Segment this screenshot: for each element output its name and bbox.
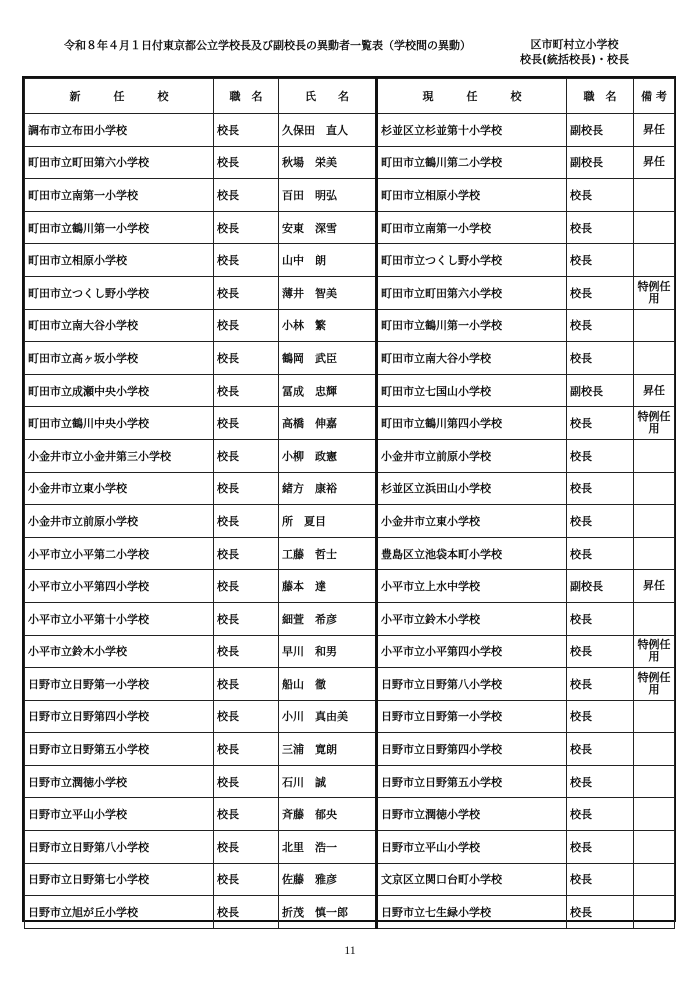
table-body bbox=[25, 114, 675, 929]
cell-remarks: 特例任用 bbox=[634, 668, 675, 701]
cell-name: 百田 明弘 bbox=[279, 179, 377, 212]
table-row bbox=[25, 309, 675, 342]
cell-position: 校長 bbox=[214, 505, 279, 538]
cell-position: 校長 bbox=[214, 244, 279, 277]
cell-current-school: 日野市立日野第四小学校 bbox=[377, 733, 567, 766]
table-header-row bbox=[25, 79, 675, 114]
cell-remarks bbox=[634, 537, 675, 570]
cell-current-school: 日野市立七生緑小学校 bbox=[377, 896, 567, 929]
cell-new-school: 小平市立小平第十小学校 bbox=[25, 602, 214, 635]
cell-current-position: 校長 bbox=[567, 342, 634, 375]
cell-position: 校長 bbox=[214, 472, 279, 505]
category-line-1: 区市町村立小学校 bbox=[530, 38, 619, 51]
cell-new-school: 日野市立日野第七小学校 bbox=[25, 863, 214, 896]
cell-current-position: 校長 bbox=[567, 798, 634, 831]
cell-current-position: 校長 bbox=[567, 602, 634, 635]
cell-current-position: 副校長 bbox=[567, 570, 634, 603]
table-row bbox=[25, 831, 675, 864]
cell-name: 小柳 政憲 bbox=[279, 439, 377, 472]
category-label bbox=[520, 37, 629, 67]
table-row bbox=[25, 570, 675, 603]
table-row bbox=[25, 863, 675, 896]
cell-name: 細萱 希彦 bbox=[279, 602, 377, 635]
table-row bbox=[25, 211, 675, 244]
cell-new-school: 町田市立町田第六小学校 bbox=[25, 146, 214, 179]
cell-current-school: 日野市立平山小学校 bbox=[377, 831, 567, 864]
cell-remarks bbox=[634, 798, 675, 831]
cell-name: 小林 繁 bbox=[279, 309, 377, 342]
cell-position: 校長 bbox=[214, 439, 279, 472]
table-row bbox=[25, 146, 675, 179]
cell-current-position: 校長 bbox=[567, 700, 634, 733]
table-row bbox=[25, 407, 675, 440]
table-row bbox=[25, 765, 675, 798]
cell-remarks bbox=[634, 765, 675, 798]
cell-position: 校長 bbox=[214, 896, 279, 929]
cell-current-school: 町田市立つくし野小学校 bbox=[377, 244, 567, 277]
cell-name: 佐藤 雅彦 bbox=[279, 863, 377, 896]
cell-new-school: 小平市立鈴木小学校 bbox=[25, 635, 214, 668]
cell-name: 小川 真由美 bbox=[279, 700, 377, 733]
cell-current-school: 小平市立上水中学校 bbox=[377, 570, 567, 603]
cell-name: 斉藤 郁央 bbox=[279, 798, 377, 831]
table-row bbox=[25, 244, 675, 277]
cell-position: 校長 bbox=[214, 798, 279, 831]
page-number: 11 bbox=[344, 943, 356, 957]
table-row bbox=[25, 342, 675, 375]
cell-new-school: 町田市立鶴川中央小学校 bbox=[25, 407, 214, 440]
cell-remarks bbox=[634, 831, 675, 864]
cell-current-school: 日野市立日野第五小学校 bbox=[377, 765, 567, 798]
cell-current-position: 副校長 bbox=[567, 146, 634, 179]
cell-remarks bbox=[634, 179, 675, 212]
cell-new-school: 小金井市立小金井第三小学校 bbox=[25, 439, 214, 472]
cell-remarks bbox=[634, 244, 675, 277]
table-row bbox=[25, 635, 675, 668]
cell-new-school: 小金井市立前原小学校 bbox=[25, 505, 214, 538]
cell-position: 校長 bbox=[214, 765, 279, 798]
cell-current-position: 校長 bbox=[567, 407, 634, 440]
document-title: 令和８年４月１日付東京都公立学校長及び副校長の異動者一覧表（学校間の異動） bbox=[64, 39, 471, 52]
cell-remarks bbox=[634, 342, 675, 375]
cell-position: 校長 bbox=[214, 211, 279, 244]
cell-current-school: 豊島区立池袋本町小学校 bbox=[377, 537, 567, 570]
cell-new-school: 町田市立南大谷小学校 bbox=[25, 309, 214, 342]
cell-current-school: 杉並区立杉並第十小学校 bbox=[377, 114, 567, 147]
cell-new-school: 日野市立日野第四小学校 bbox=[25, 700, 214, 733]
cell-new-school: 町田市立相原小学校 bbox=[25, 244, 214, 277]
cell-remarks bbox=[634, 211, 675, 244]
cell-new-school: 日野市立潤徳小学校 bbox=[25, 765, 214, 798]
cell-position: 校長 bbox=[214, 179, 279, 212]
cell-name: 鶴岡 武臣 bbox=[279, 342, 377, 375]
cell-new-school: 町田市立つくし野小学校 bbox=[25, 276, 214, 309]
cell-current-position: 校長 bbox=[567, 733, 634, 766]
cell-position: 校長 bbox=[214, 668, 279, 701]
cell-current-school: 文京区立関口台町小学校 bbox=[377, 863, 567, 896]
cell-current-school: 町田市立七国山小学校 bbox=[377, 374, 567, 407]
cell-current-position: 校長 bbox=[567, 831, 634, 864]
cell-name: 冨成 忠輝 bbox=[279, 374, 377, 407]
cell-current-position: 校長 bbox=[567, 863, 634, 896]
cell-current-position: 校長 bbox=[567, 179, 634, 212]
cell-name: 藤本 達 bbox=[279, 570, 377, 603]
cell-remarks: 昇任 bbox=[634, 570, 675, 603]
cell-name: 安東 深雪 bbox=[279, 211, 377, 244]
cell-current-position: 校長 bbox=[567, 439, 634, 472]
transfer-table-grid bbox=[24, 78, 675, 929]
cell-remarks bbox=[634, 733, 675, 766]
table-row bbox=[25, 276, 675, 309]
cell-name: 船山 徹 bbox=[279, 668, 377, 701]
cell-new-school: 小平市立小平第四小学校 bbox=[25, 570, 214, 603]
col-header-remarks: 備 考 bbox=[634, 79, 675, 114]
cell-current-school: 小金井市立前原小学校 bbox=[377, 439, 567, 472]
cell-new-school: 町田市立鶴川第一小学校 bbox=[25, 211, 214, 244]
cell-position: 校長 bbox=[214, 602, 279, 635]
cell-remarks: 特例任用 bbox=[634, 407, 675, 440]
cell-current-position: 校長 bbox=[567, 765, 634, 798]
cell-remarks: 昇任 bbox=[634, 146, 675, 179]
cell-position: 校長 bbox=[214, 831, 279, 864]
cell-remarks bbox=[634, 896, 675, 929]
cell-current-position: 校長 bbox=[567, 537, 634, 570]
cell-name: 石川 誠 bbox=[279, 765, 377, 798]
table-row bbox=[25, 374, 675, 407]
col-header-new-school: 新 任 校 bbox=[25, 79, 214, 114]
cell-name: 折茂 慎一郎 bbox=[279, 896, 377, 929]
table-row bbox=[25, 537, 675, 570]
cell-name: 工藤 哲士 bbox=[279, 537, 377, 570]
table-row bbox=[25, 798, 675, 831]
cell-position: 校長 bbox=[214, 537, 279, 570]
category-line-2: 校長(統括校長)・校長 bbox=[520, 53, 630, 66]
cell-current-school: 町田市立鶴川第一小学校 bbox=[377, 309, 567, 342]
table-row bbox=[25, 439, 675, 472]
cell-new-school: 日野市立旭が丘小学校 bbox=[25, 896, 214, 929]
cell-current-position: 校長 bbox=[567, 635, 634, 668]
cell-current-position: 校長 bbox=[567, 472, 634, 505]
table-row bbox=[25, 700, 675, 733]
cell-new-school: 町田市立高ヶ坂小学校 bbox=[25, 342, 214, 375]
cell-remarks bbox=[634, 863, 675, 896]
table-row bbox=[25, 668, 675, 701]
cell-name: 薄井 智美 bbox=[279, 276, 377, 309]
col-header-current-position: 職 名 bbox=[567, 79, 634, 114]
cell-remarks bbox=[634, 505, 675, 538]
cell-current-school: 小金井市立東小学校 bbox=[377, 505, 567, 538]
cell-position: 校長 bbox=[214, 114, 279, 147]
col-header-name: 氏 名 bbox=[279, 79, 377, 114]
cell-current-school: 町田市立鶴川第二小学校 bbox=[377, 146, 567, 179]
table-row bbox=[25, 602, 675, 635]
cell-current-school: 町田市立南大谷小学校 bbox=[377, 342, 567, 375]
cell-remarks: 特例任用 bbox=[634, 276, 675, 309]
cell-position: 校長 bbox=[214, 733, 279, 766]
cell-current-position: 校長 bbox=[567, 211, 634, 244]
cell-position: 校長 bbox=[214, 700, 279, 733]
cell-remarks: 特例任用 bbox=[634, 635, 675, 668]
cell-name: 北里 浩一 bbox=[279, 831, 377, 864]
cell-position: 校長 bbox=[214, 276, 279, 309]
cell-current-school: 日野市立日野第一小学校 bbox=[377, 700, 567, 733]
cell-name: 緒方 康裕 bbox=[279, 472, 377, 505]
cell-name: 高橋 伸嘉 bbox=[279, 407, 377, 440]
cell-new-school: 町田市立成瀬中央小学校 bbox=[25, 374, 214, 407]
cell-current-school: 小平市立小平第四小学校 bbox=[377, 635, 567, 668]
cell-current-school: 日野市立潤徳小学校 bbox=[377, 798, 567, 831]
cell-remarks: 昇任 bbox=[634, 374, 675, 407]
cell-current-position: 副校長 bbox=[567, 374, 634, 407]
cell-name: 久保田 直人 bbox=[279, 114, 377, 147]
cell-current-position: 校長 bbox=[567, 896, 634, 929]
cell-current-school: 町田市立相原小学校 bbox=[377, 179, 567, 212]
cell-position: 校長 bbox=[214, 342, 279, 375]
cell-current-school: 杉並区立浜田山小学校 bbox=[377, 472, 567, 505]
cell-name: 所 夏目 bbox=[279, 505, 377, 538]
cell-current-position: 校長 bbox=[567, 244, 634, 277]
cell-new-school: 調布市立布田小学校 bbox=[25, 114, 214, 147]
cell-current-school: 町田市立町田第六小学校 bbox=[377, 276, 567, 309]
cell-position: 校長 bbox=[214, 407, 279, 440]
cell-position: 校長 bbox=[214, 374, 279, 407]
col-header-current-school: 現 任 校 bbox=[377, 79, 567, 114]
cell-remarks bbox=[634, 602, 675, 635]
cell-name: 秋場 栄美 bbox=[279, 146, 377, 179]
cell-remarks bbox=[634, 472, 675, 505]
cell-remarks: 昇任 bbox=[634, 114, 675, 147]
cell-position: 校長 bbox=[214, 635, 279, 668]
table-row bbox=[25, 114, 675, 147]
cell-new-school: 日野市立日野第五小学校 bbox=[25, 733, 214, 766]
cell-new-school: 日野市立日野第八小学校 bbox=[25, 831, 214, 864]
cell-name: 早川 和男 bbox=[279, 635, 377, 668]
cell-current-position: 校長 bbox=[567, 276, 634, 309]
table-row bbox=[25, 733, 675, 766]
table-row bbox=[25, 472, 675, 505]
cell-new-school: 小金井市立東小学校 bbox=[25, 472, 214, 505]
cell-name: 三浦 寛朗 bbox=[279, 733, 377, 766]
cell-position: 校長 bbox=[214, 146, 279, 179]
cell-remarks bbox=[634, 309, 675, 342]
cell-current-position: 校長 bbox=[567, 309, 634, 342]
cell-new-school: 日野市立日野第一小学校 bbox=[25, 668, 214, 701]
cell-current-position: 校長 bbox=[567, 668, 634, 701]
cell-new-school: 町田市立南第一小学校 bbox=[25, 179, 214, 212]
cell-position: 校長 bbox=[214, 570, 279, 603]
cell-new-school: 小平市立小平第二小学校 bbox=[25, 537, 214, 570]
cell-position: 校長 bbox=[214, 863, 279, 896]
cell-current-position: 副校長 bbox=[567, 114, 634, 147]
cell-new-school: 日野市立平山小学校 bbox=[25, 798, 214, 831]
table-row bbox=[25, 179, 675, 212]
cell-current-school: 町田市立南第一小学校 bbox=[377, 211, 567, 244]
cell-current-school: 小平市立鈴木小学校 bbox=[377, 602, 567, 635]
table-row bbox=[25, 896, 675, 929]
cell-remarks bbox=[634, 700, 675, 733]
cell-remarks bbox=[634, 439, 675, 472]
transfer-table bbox=[22, 76, 676, 922]
col-header-position: 職 名 bbox=[214, 79, 279, 114]
cell-current-school: 日野市立日野第八小学校 bbox=[377, 668, 567, 701]
table-row bbox=[25, 505, 675, 538]
cell-position: 校長 bbox=[214, 309, 279, 342]
cell-current-school: 町田市立鶴川第四小学校 bbox=[377, 407, 567, 440]
cell-name: 山中 朗 bbox=[279, 244, 377, 277]
cell-current-position: 校長 bbox=[567, 505, 634, 538]
